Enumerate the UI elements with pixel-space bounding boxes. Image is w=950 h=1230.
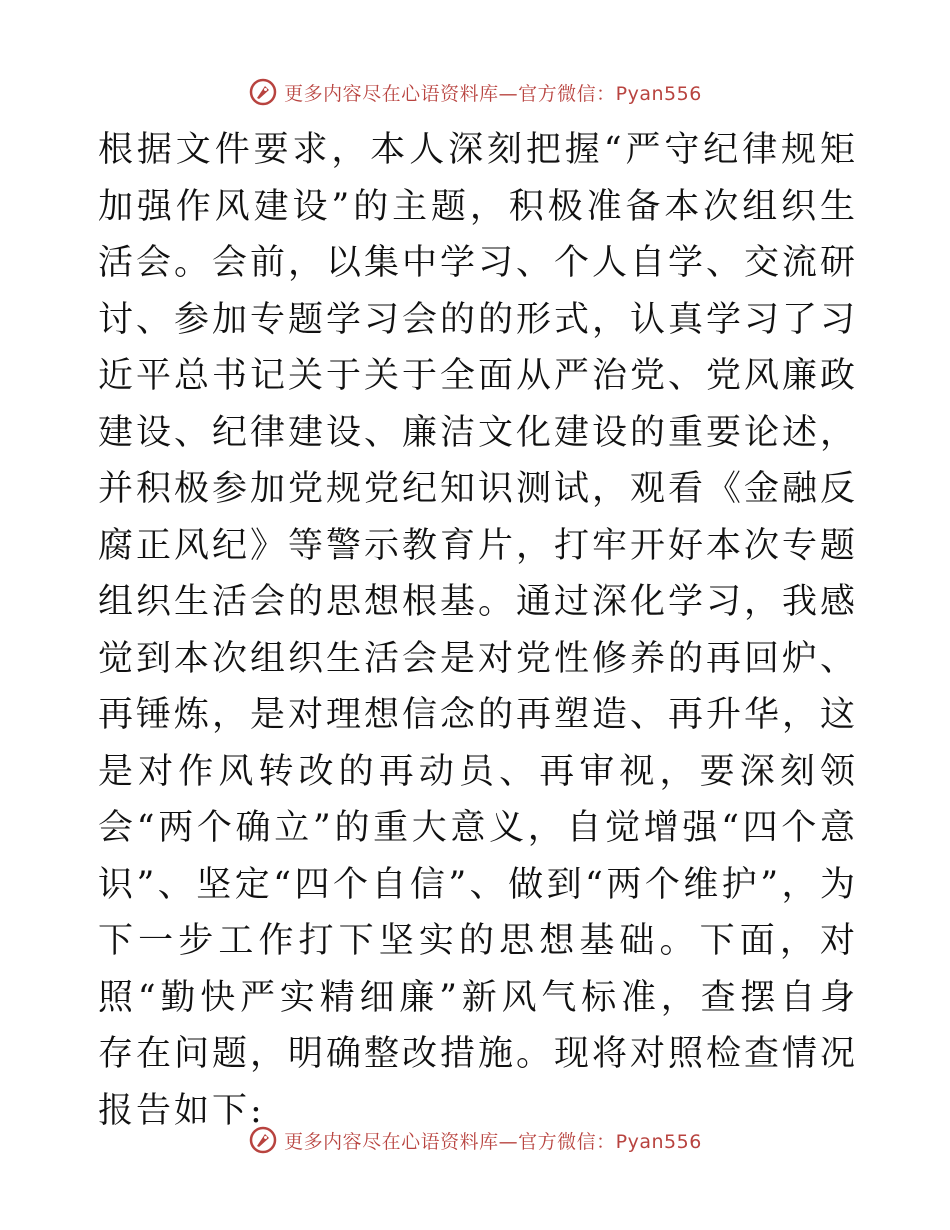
footer-banner [0, 1118, 950, 1162]
pen-nib-logo-icon [248, 77, 278, 107]
header-banner [0, 70, 950, 114]
footer-banner-text: 更多内容尽在心语资料库—官方微信：Pyan556 [284, 1130, 702, 1153]
body-paragraph: 根据文件要求，本人深刻把握“严守纪律规矩 加强作风建设”的主题，积极准备本次组织生活会。会前，以集中学习、个人自学、交流研讨、参加专题学习会的的形式，认真学习了习近平总书记关于关于全面从严治党、党风廉政建设、纪律建设、廉洁文化建设的重要论述，并积极参加党规党纪知识测试，观看《金融反腐正风纪》等警示教育片，打牢开好本次专题组织生活会的思想根基。通过深化学习，我感觉到本次组织生活会是对党性修养的再回炉、再锤炼，是对理想信念的再塑造、再升华，这是对作风转改的再动员、再审视，要深刻领会“两个确立”的重大意义，自觉增强“四个意识”、坚定“四个自信”、做到“两个维护”，为下一步工作打下坚实的思想基础。下面，对照“勤快严实精细廉”新风气标准，查摆自身存在问题，明确整改措施。现将对照检查情况报告如下: [98, 130, 859, 1131]
header-banner-text: 更多内容尽在心语资料库—官方微信：Pyan556 [284, 82, 702, 105]
pen-nib-logo-icon [248, 1125, 278, 1155]
